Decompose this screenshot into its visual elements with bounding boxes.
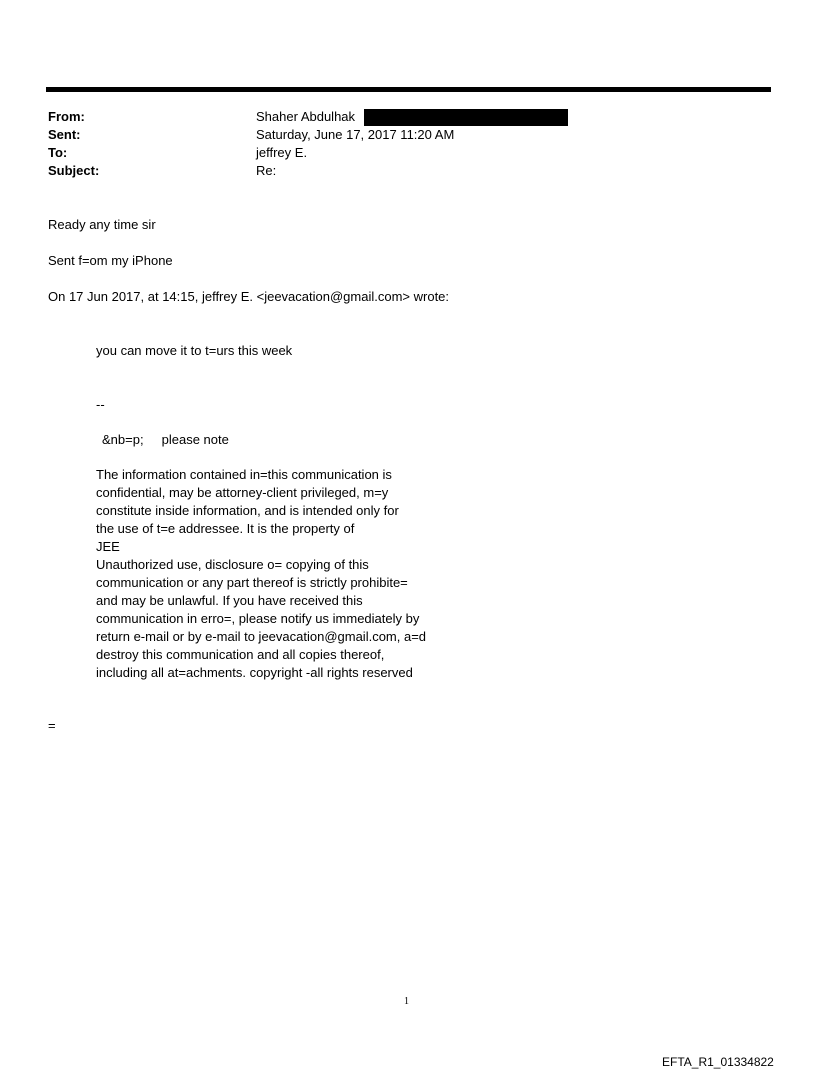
disclaimer-line: destroy this communication and all copies thereof, <box>96 647 385 662</box>
header-rule <box>46 87 771 92</box>
sent-value: Saturday, June 17, 2017 11:20 AM <box>256 127 455 142</box>
from-label: From: <box>48 109 85 124</box>
signature-separator: -- <box>96 397 105 412</box>
disclaimer-line: confidential, may be attorney-client privileged, m=y <box>96 485 389 500</box>
disclaimer-line: return e-mail or by e-mail to jeevacation@gmail.com, a=d <box>96 629 427 644</box>
to-label: To: <box>48 145 68 160</box>
disclaimer-line: The information contained in=this communication is <box>96 467 392 482</box>
quoted-message: you can move it to t=urs this week <box>96 343 293 358</box>
signature-text: Sent f=om my iPhone <box>48 253 173 268</box>
quote-intro: On 17 Jun 2017, at 14:15, jeffrey E. <jeevacation@gmail.com> wrote: <box>48 289 450 304</box>
disclaimer-line: communication in erro=, please notify us immediately by <box>96 611 420 626</box>
note-line: &nb=p; please note <box>102 432 229 447</box>
disclaimer-line: including all at=achments. copyright -all rights reserved <box>96 665 413 680</box>
redaction-box <box>364 109 568 126</box>
trailing-char: = <box>48 718 56 733</box>
disclaimer-line: communication or any part thereof is strictly prohibite= <box>96 575 408 590</box>
document-id: EFTA_R1_01334822 <box>662 1055 774 1069</box>
disclaimer-line: and may be unlawful. If you have received this <box>96 593 363 608</box>
disclaimer <box>96 466 426 682</box>
subject-label: Subject: <box>48 163 100 178</box>
subject-value: Re: <box>256 163 277 178</box>
disclaimer-line: constitute inside information, and is intended only for <box>96 503 399 518</box>
reply-text: Ready any time sir <box>48 217 156 232</box>
disclaimer-line: the use of t=e addressee. It is the property of <box>96 521 355 536</box>
to-value: jeffrey E. <box>256 145 308 160</box>
disclaimer-line: JEE <box>96 539 120 554</box>
sent-label: Sent: <box>48 127 81 142</box>
page-number: 1 <box>404 996 409 1007</box>
disclaimer-line: Unauthorized use, disclosure o= copying of this <box>96 557 369 572</box>
from-value: Shaher Abdulhak <box>256 109 356 124</box>
